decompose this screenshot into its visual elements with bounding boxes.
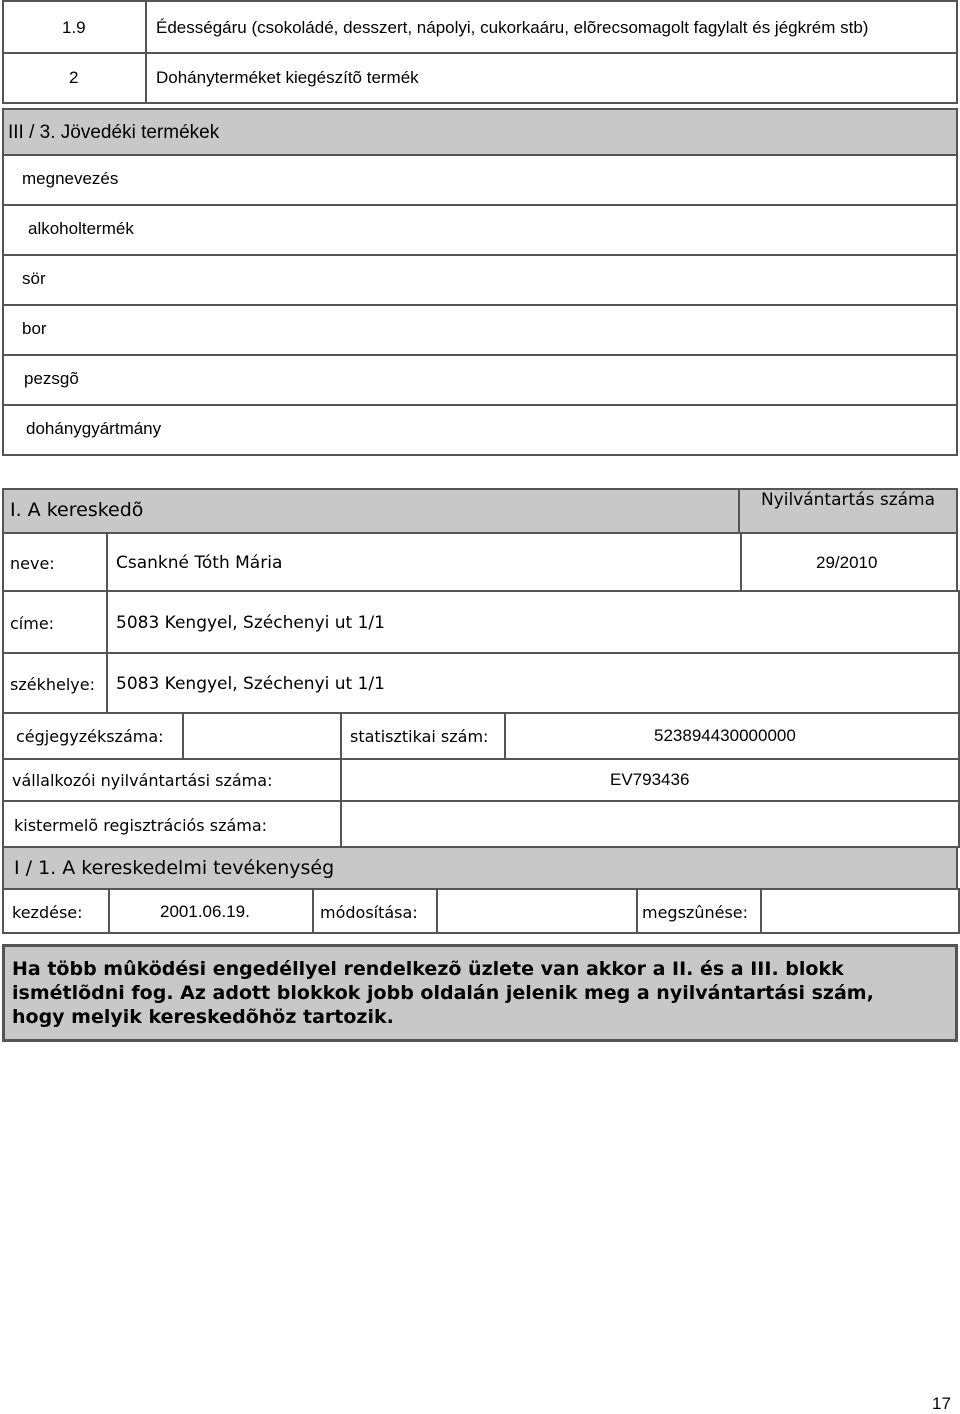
company-reg-label: cégjegyzékszáma: (16, 727, 164, 746)
address-label: címe: (10, 614, 55, 633)
stat-value: 523894430000000 (654, 726, 796, 745)
seat-label: székhelye: (10, 675, 95, 694)
entrepreneur-value: EV793436 (610, 770, 690, 789)
address-row (2, 590, 958, 654)
row-number: 1.9 (62, 18, 86, 37)
registration-header-label: Nyilvántartás száma (760, 490, 936, 510)
end-value-cell (760, 888, 960, 934)
item-label: bor (22, 319, 47, 338)
trader-heading: I. A kereskedõ (10, 499, 144, 521)
excise-heading: III / 3. Jövedéki termékek (8, 122, 220, 143)
excise-item (2, 304, 958, 356)
name-row (2, 532, 958, 592)
row-text: Édességáru (csokoládé, desszert, nápolyi, cukorkaáru, elõrecsomagolt fagylalt és jégkrém stb) (156, 18, 869, 37)
smallholder-label: kistermelõ regisztrációs száma: (14, 816, 268, 835)
name-label: neve: (10, 554, 55, 573)
row-number: 2 (69, 68, 79, 87)
modification-value-cell (436, 888, 638, 934)
item-label: alkoholtermék (28, 219, 134, 238)
row-1-9 (2, 0, 958, 54)
start-value: 2001.06.19. (160, 902, 250, 921)
note-text: Ha több mûködési engedéllyel rendelkezõ üzlete van akkor a II. és a III. blokk ismétlõdni fog. Az adott blokkok jobb oldalán jelenik meg a nyilvántartási szám, hogy melyik kereskedõhöz tartozik. (12, 958, 874, 1028)
entrepreneur-row (2, 758, 958, 802)
modification-label: módosítása: (320, 903, 418, 922)
registration-number: 29/2010 (816, 553, 878, 572)
excise-item (2, 204, 958, 256)
excise-column-label-row (2, 154, 958, 206)
column-label: megnevezés (22, 169, 119, 188)
trader-heading-bar (2, 488, 740, 534)
activity-heading-bar (2, 846, 958, 890)
start-label: kezdése: (12, 903, 83, 922)
excise-item (2, 354, 958, 406)
excise-item (2, 254, 958, 306)
company-reg-value-cell (182, 712, 342, 760)
end-label: megszûnése: (642, 903, 749, 922)
smallholder-value-cell (340, 800, 960, 848)
activity-dates-row (2, 888, 958, 934)
excise-heading-bar (2, 108, 958, 156)
registration-header (738, 488, 958, 534)
entrepreneur-label: vállalkozói nyilvántartási száma: (12, 771, 273, 790)
name-value: Csankné Tóth Mária (116, 553, 283, 573)
item-label: sör (22, 269, 46, 288)
seat-value: 5083 Kengyel, Széchenyi ut 1/1 (116, 674, 385, 694)
page-number: 17 (932, 1394, 951, 1413)
item-label: dohánygyártmány (26, 419, 162, 438)
row-text: Dohányterméket kiegészítõ termék (156, 68, 419, 87)
company-stat-row (2, 712, 958, 760)
row-2 (2, 52, 958, 104)
item-label: pezsgõ (24, 369, 79, 388)
activity-heading: I / 1. A kereskedelmi tevékenység (14, 857, 335, 879)
smallholder-row (2, 800, 958, 848)
stat-label: statisztikai szám: (350, 727, 489, 746)
address-value: 5083 Kengyel, Széchenyi ut 1/1 (116, 613, 385, 633)
seat-row (2, 652, 958, 714)
note-box (2, 944, 958, 1042)
excise-item (2, 404, 958, 456)
